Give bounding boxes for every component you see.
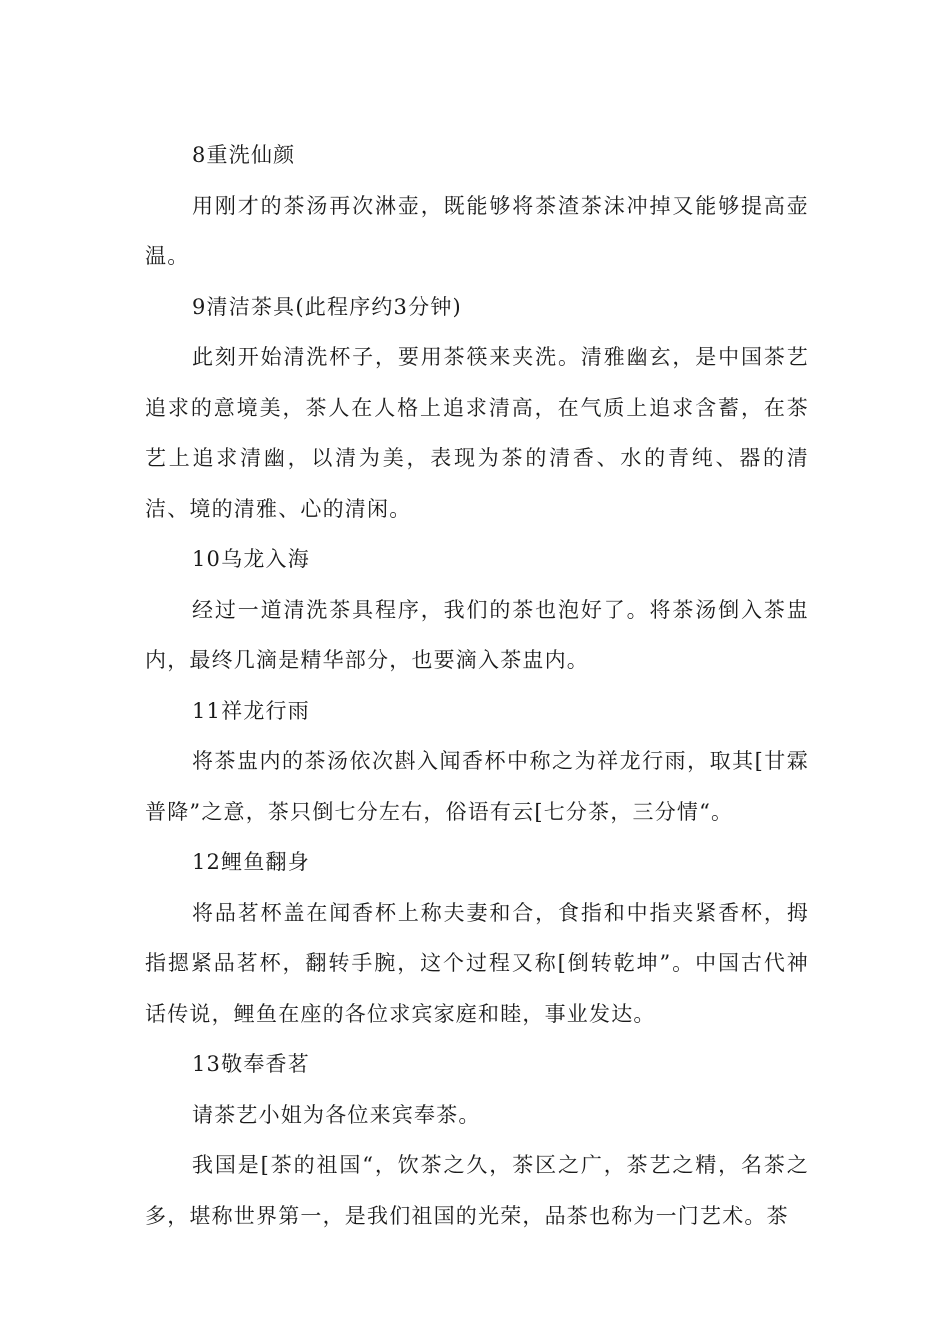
section-heading-11: 11祥龙行雨 <box>192 698 310 723</box>
paragraph-tea-homeland: 我国是[茶的祖国“，饮茶之久，茶区之广，茶艺之精，名茶之多，堪称世界第一，是我们祖国的光荣，品茶也称为一门艺术。茶 <box>145 1153 809 1228</box>
section-heading-9: 9清洁茶具(此程序约3分钟) <box>192 294 462 319</box>
paragraph-rinse-pot: 用刚才的茶汤再次淋壶，既能够将茶渣茶沫冲掉又能够提高壶温。 <box>145 193 809 268</box>
document-body <box>145 130 809 1241</box>
paragraph-clean-cups: 此刻开始清洗杯子，要用茶筷来夹洗。清雅幽玄，是中国茶艺追求的意境美，茶人在人格上追求清高，在气质上追求含蓄，在茶艺上追求清幽，以清为美，表现为茶的清香、水的青纯、器的清洁、境的清雅、心的清闲。 <box>145 345 809 521</box>
paragraph-pour-tea: 经过一道清洗茶具程序，我们的茶也泡好了。将茶汤倒入茶盅内，最终几滴是精华部分，也要滴入茶盅内。 <box>145 597 809 672</box>
paragraph-carp-turn: 将品茗杯盖在闻香杯上称夫妻和合，食指和中指夹紧香杯，拇指摁紧品茗杯，翻转手腕，这个过程又称[倒转乾坤”。中国古代神话传说，鲤鱼在座的各位求宾家庭和睦，事业发达。 <box>145 900 809 1026</box>
section-heading-8: 8重洗仙颜 <box>192 143 296 167</box>
section-heading-12: 12鲤鱼翻身 <box>192 850 310 874</box>
section-heading-13: 13敬奉香茗 <box>192 1052 310 1076</box>
section-heading-10: 10乌龙入海 <box>192 547 310 571</box>
paragraph-serve-tea: 请茶艺小姐为各位来宾奉茶。 <box>192 1102 481 1127</box>
paragraph-dragon-rain: 将茶盅内的茶汤依次斟入闻香杯中称之为祥龙行雨，取其[甘霖普降”之意，茶只倒七分左右，俗语有云[七分茶，三分情“。 <box>145 749 809 824</box>
